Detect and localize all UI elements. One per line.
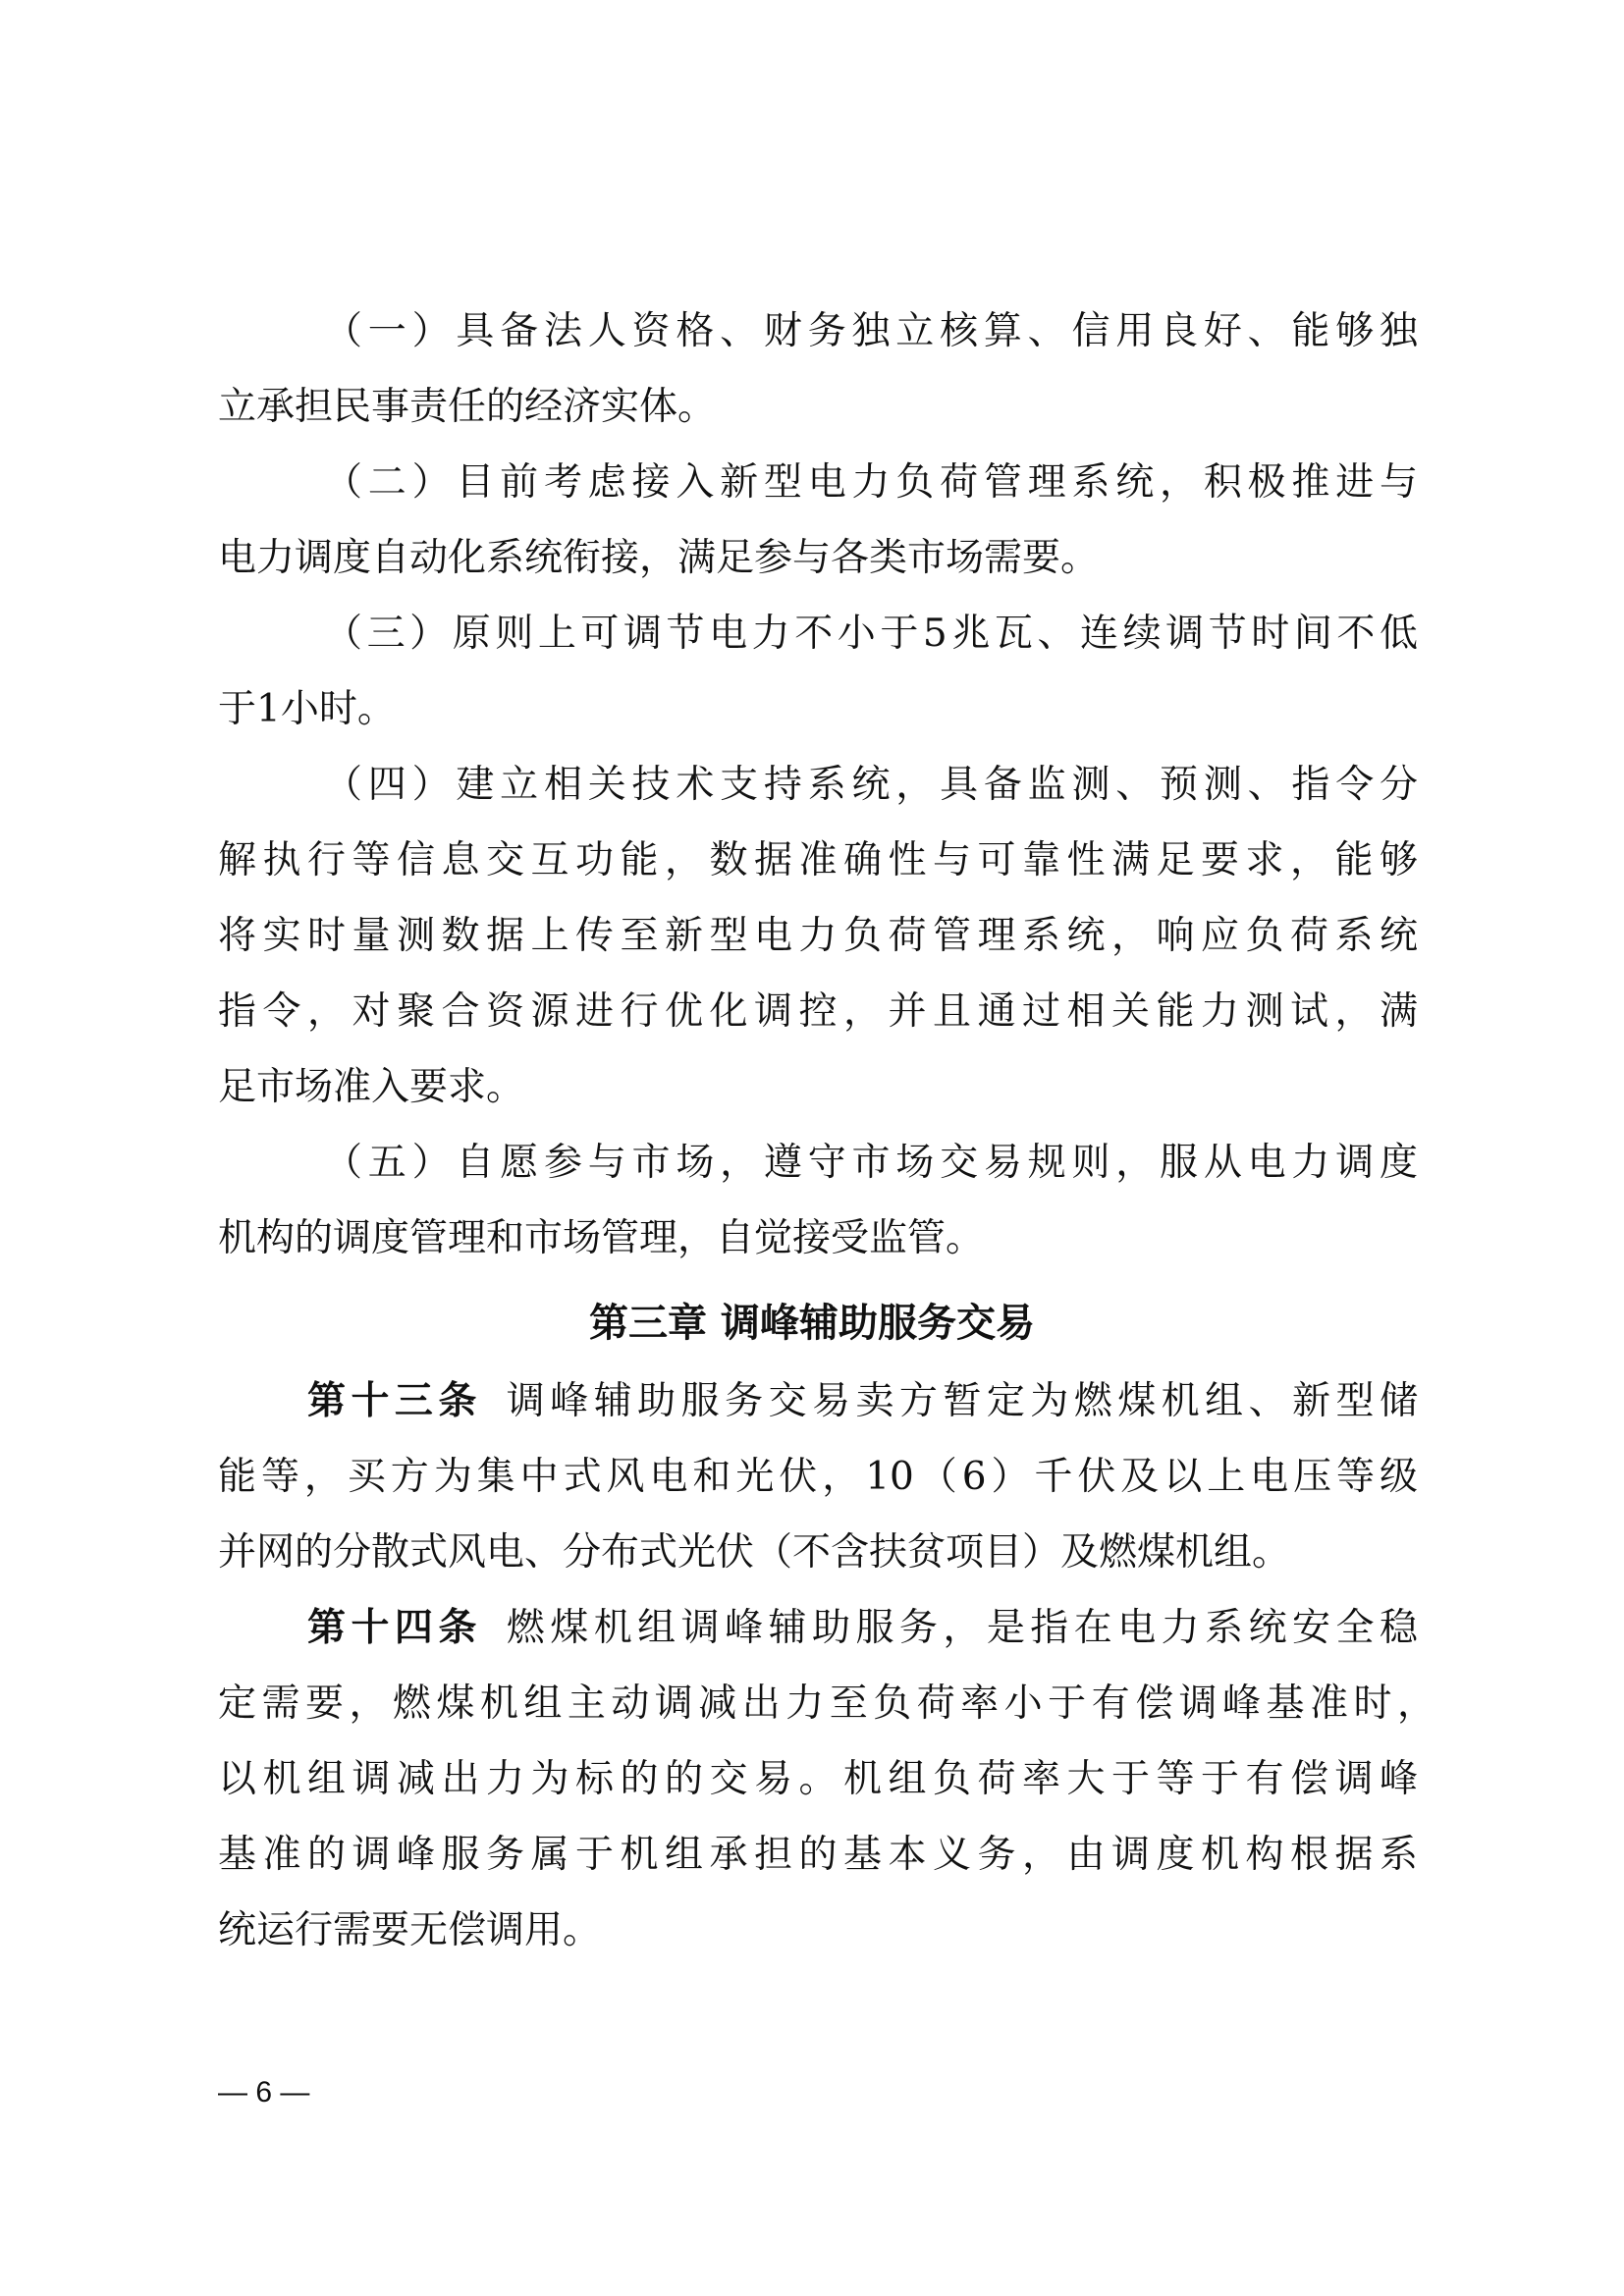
article-13-line-2: 能等，买方为集中式风电和光伏，10（6）千伏及以上电压等级 [218,1455,1418,1499]
article-14-first-line: 燃煤机组调峰辅助服务，是指在电力系统安全稳 [501,1606,1418,1650]
item-4-line-3: 将实时量测数据上传至新型电力负荷管理系统，响应负荷系统 [218,914,1418,958]
article-14-line-2: 定需要，燃煤机组主动调减出力至负荷率小于有偿调峰基准时， [218,1682,1435,1726]
article-13-line-1 [307,1372,1418,1431]
article-14-line-3: 以机组调减出力为标的的交易。机组负荷率大于等于有偿调峰 [218,1757,1418,1801]
item-3-line-1: （三）原则上可调节电力不小于5兆瓦、连续调节时间不低 [324,612,1418,656]
item-2-line-2: 电力调度自动化系统衔接，满足参与各类市场需要。 [218,536,1100,580]
item-5-line-1: （五）自愿参与市场，遵守市场交易规则，服从电力调度 [324,1141,1418,1185]
item-4-line-5: 足市场准入要求。 [218,1065,525,1109]
item-4-line-1: （四）建立相关技术支持系统，具备监测、预测、指令分 [324,763,1418,807]
item-4-line-4: 指令，对聚合资源进行优化调控，并且通过相关能力测试，满 [218,989,1418,1034]
item-5-line-2: 机构的调度管理和市场管理，自觉接受监管。 [218,1216,985,1260]
page-number: — 6 — [218,2076,310,2109]
article-14-line-1 [307,1599,1418,1658]
item-1-line-1: （一）具备法人资格、财务独立核算、信用良好、能够独 [324,309,1418,353]
article-13-line-3: 并网的分散式风电、分布式光伏（不含扶贫项目）及燃煤机组。 [218,1530,1291,1575]
item-4-line-2: 解执行等信息交互功能，数据准确性与可靠性满足要求，能够 [218,838,1418,882]
article-14-line-5: 统运行需要无偿调用。 [218,1908,602,1952]
article-13-first-line: 调峰辅助服务交易卖方暂定为燃煤机组、新型储 [501,1379,1418,1423]
chapter-heading: 第三章 调峰辅助服务交易 [589,1301,1035,1346]
article-14-line-4: 基准的调峰服务属于机组承担的基本义务，由调度机构根据系 [218,1833,1418,1877]
item-2-line-1: （二）目前考虑接入新型电力负荷管理系统，积极推进与 [324,460,1418,505]
item-3-line-2: 于1小时。 [218,687,396,731]
item-1-line-2: 立承担民事责任的经济实体。 [218,385,717,429]
article-13-label: 第十三条 [307,1379,482,1423]
article-14-label: 第十四条 [307,1606,482,1650]
